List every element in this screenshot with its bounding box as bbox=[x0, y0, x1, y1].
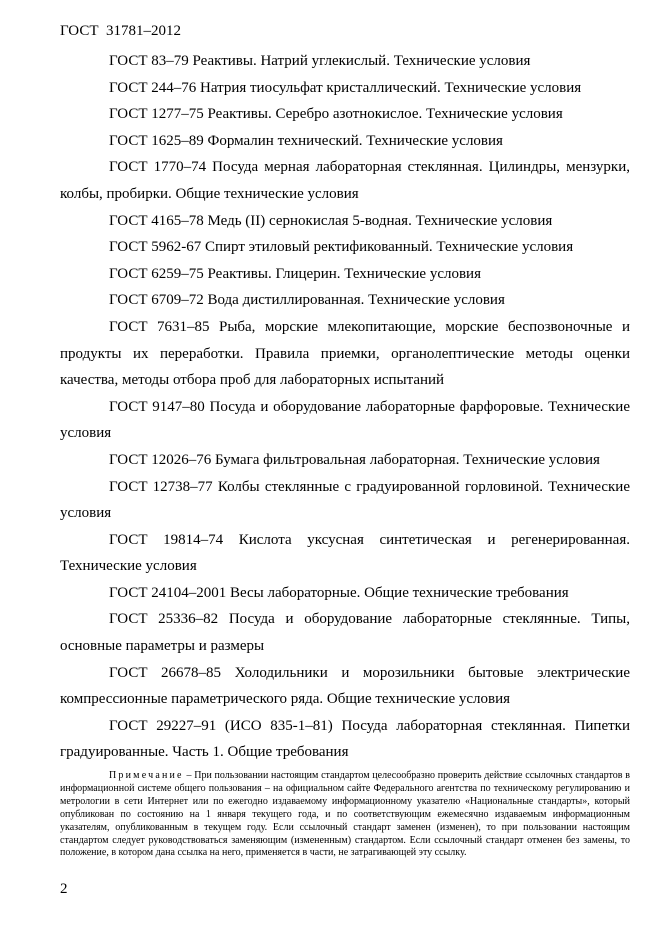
reference-gost-19814: ГОСТ 19814–74 Кислота уксусная синтетическая и регенерированная. Технические условия bbox=[60, 531, 630, 575]
reference-gost-12026: ГОСТ 12026–76 Бумага фильтровальная лабораторная. Технические условия bbox=[109, 451, 600, 468]
reference-gost-244: ГОСТ 244–76 Натрия тиосульфат кристаллический. Технические условия bbox=[109, 79, 582, 96]
reference-gost-83: ГОСТ 83–79 Реактивы. Натрий углекислый. Технические условия bbox=[109, 53, 531, 69]
reference-gost-29227: ГОСТ 29227–91 (ИСО 835-1–81) Посуда лабораторная стеклянная. Пипетки градуированные. Часть 1. Общие требования bbox=[60, 717, 630, 761]
reference-gost-9147: ГОСТ 9147–80 Посуда и оборудование лабораторные фарфоровые. Технические условия bbox=[60, 398, 630, 442]
document-header: ГОСТ 31781–2012 bbox=[60, 23, 181, 39]
reference-gost-1625: ГОСТ 1625–89 Формалин технический. Технические условия bbox=[109, 132, 503, 149]
page-number: 2 bbox=[60, 881, 68, 897]
note-label: Примечание bbox=[109, 770, 184, 781]
reference-gost-6259: ГОСТ 6259–75 Реактивы. Глицерин. Технические условия bbox=[109, 265, 481, 282]
reference-gost-5962: ГОСТ 5962-67 Спирт этиловый ректификованный. Технические условия bbox=[109, 239, 574, 256]
reference-gost-1277: ГОСТ 1277–75 Реактивы. Серебро азотнокислое. Технические условия bbox=[109, 106, 563, 123]
reference-gost-6709: ГОСТ 6709–72 Вода дистиллированная. Технические условия bbox=[109, 292, 505, 309]
reference-gost-7631: ГОСТ 7631–85 Рыба, морские млекопитающие, морские беспозвоночные и продукты их переработки. Правила приемки, органолептические методы оценки качества, методы отбора проб для лабораторных испытаний bbox=[60, 318, 630, 389]
reference-gost-25336: ГОСТ 25336–82 Посуда и оборудование лабораторные стеклянные. Типы, основные параметры и размеры bbox=[60, 611, 630, 655]
reference-gost-26678: ГОСТ 26678–85 Холодильники и морозильники бытовые электрические компрессионные параметрического ряда. Общие технические условия bbox=[60, 664, 630, 708]
footnote-note bbox=[60, 770, 630, 860]
reference-gost-12738: ГОСТ 12738–77 Колбы стеклянные с градуированной горловиной. Технические условия bbox=[60, 478, 630, 522]
reference-gost-24104: ГОСТ 24104–2001 Весы лабораторные. Общие технические требования bbox=[109, 584, 569, 601]
note-text: – При пользовании настоящим стандартом целесообразно проверить действие ссылочных стандартов в информационной системе общего пользования – на официальном сайте Федерального агентства по техническому регулированию и метрологии в сети Интернет или по ежегодно издаваемому информационному указателю «Национальные стандарты», который опубликован по состоянию на 1 января текущего года, и по соответствующим ежемесячно издаваемым информационным указателям, опубликованным в текущем году. Если ссылочный стандарт заменен (изменен), то при пользовании настоящим стандартом следует руководствоваться заменяющим (измененным) стандартом. Если ссылочный стандарт отменен без замены, то положение, в котором дана ссылка на него, применяется в части, не затрагивающей эту ссылку. bbox=[60, 770, 630, 859]
normative-references-list bbox=[60, 48, 630, 766]
reference-gost-1770: ГОСТ 1770–74 Посуда мерная лабораторная стеклянная. Цилиндры, мензурки, колбы, пробирки. Общие технические условия bbox=[60, 159, 630, 202]
reference-gost-4165: ГОСТ 4165–78 Медь (II) сернокислая 5-водная. Технические условия bbox=[109, 212, 553, 229]
